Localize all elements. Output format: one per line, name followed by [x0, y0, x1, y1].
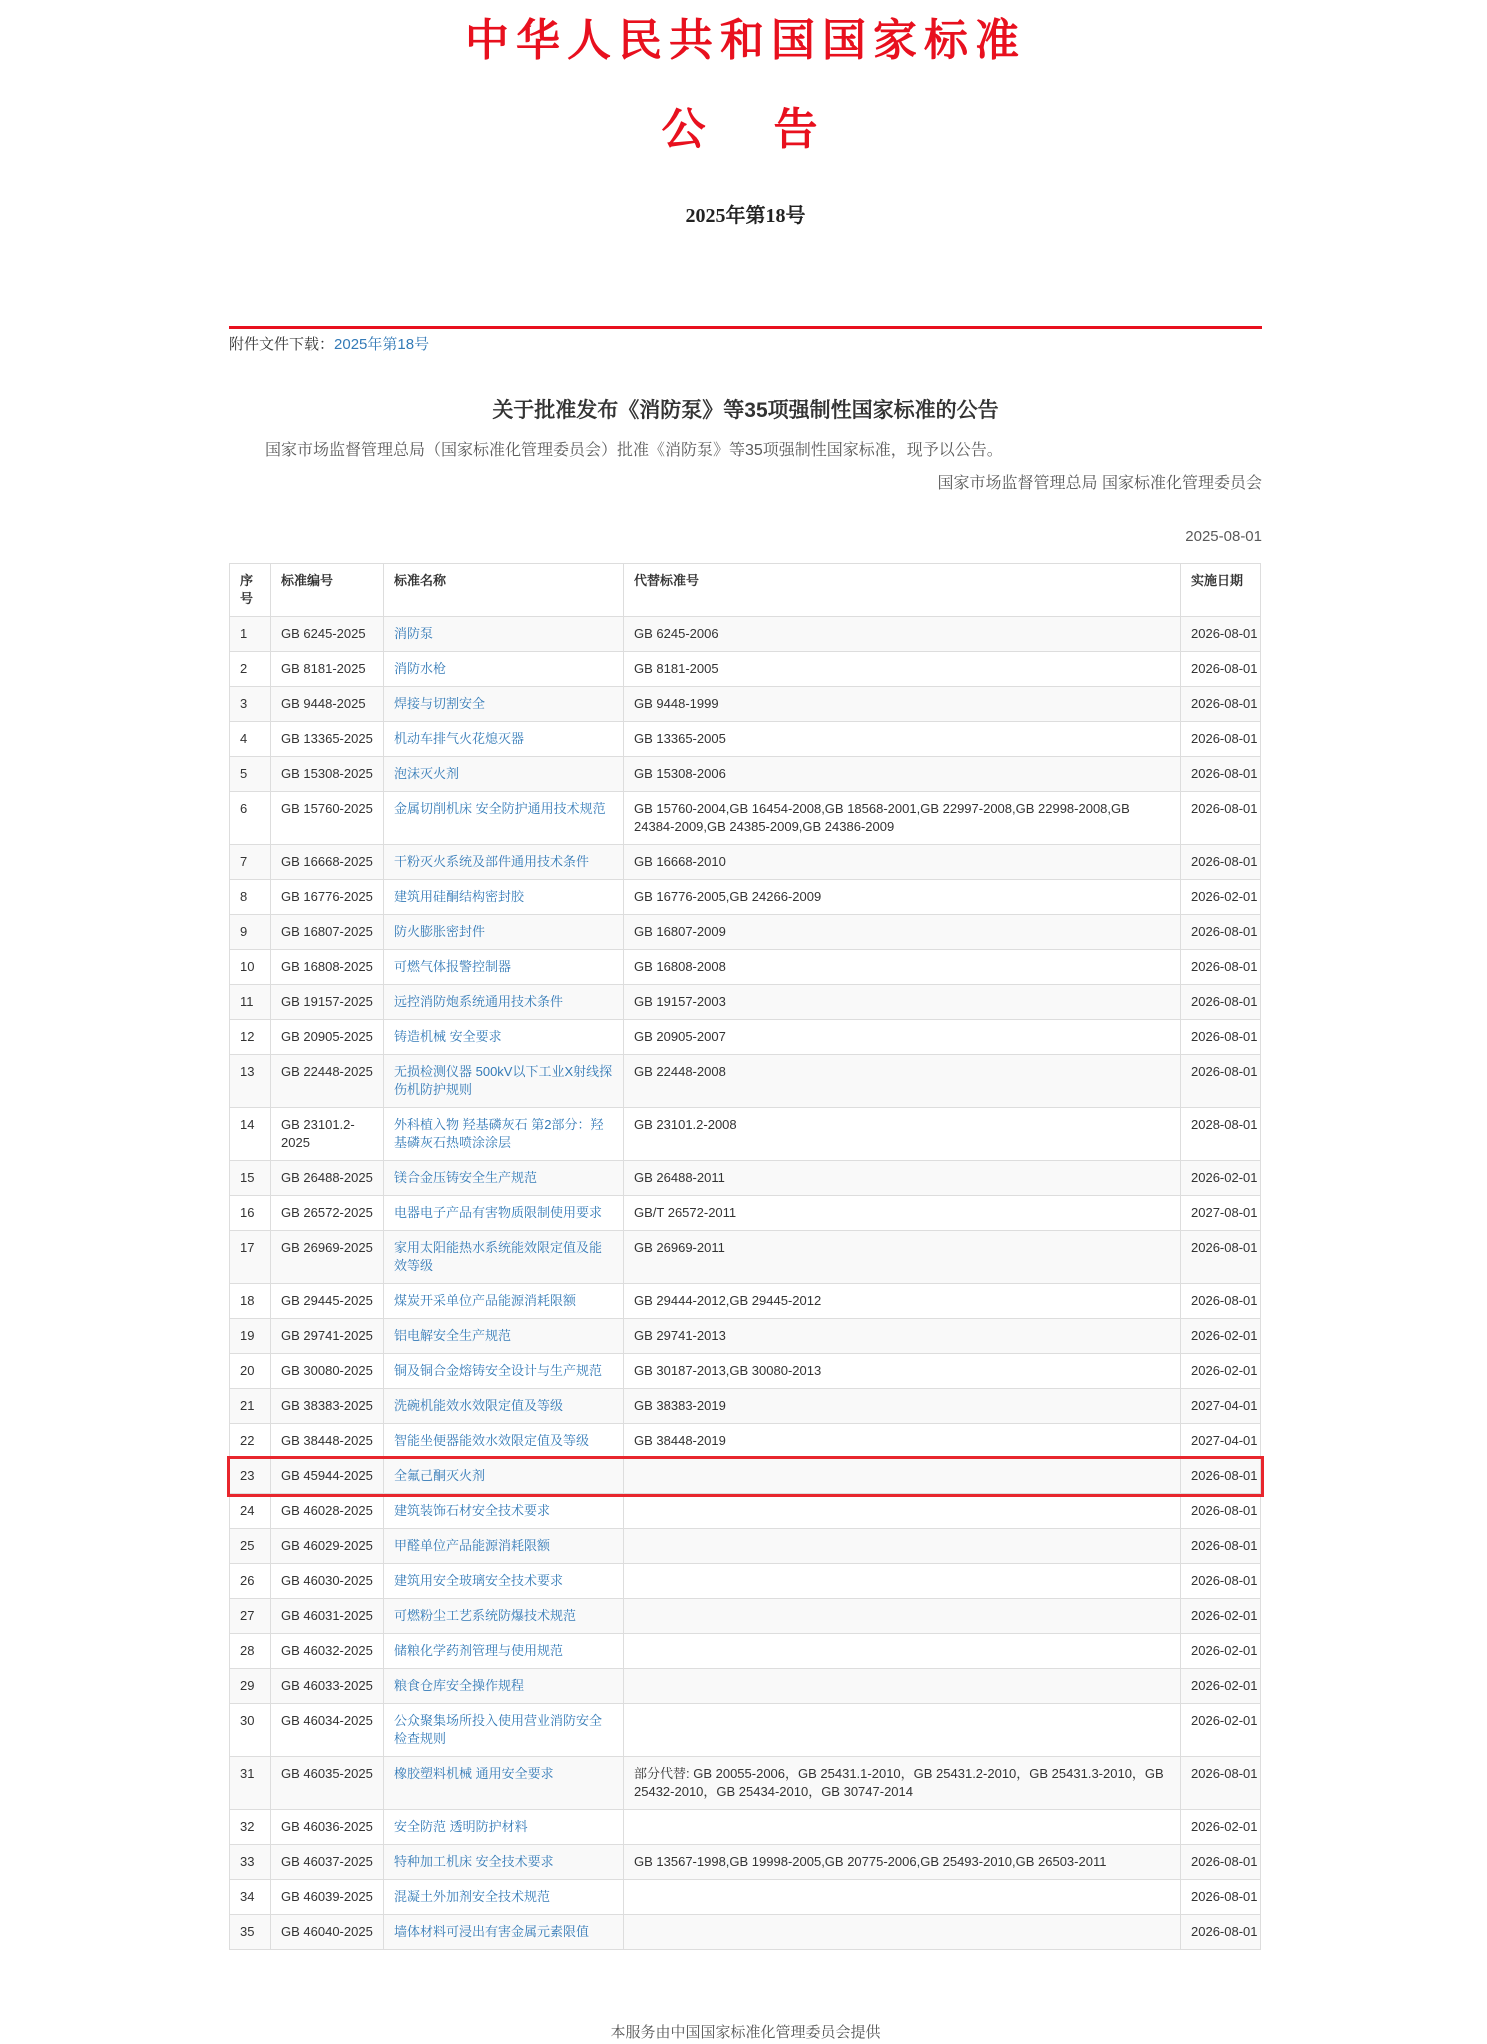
issue-date: 2025-08-01: [1185, 528, 1262, 545]
attachment-link[interactable]: 2025年第18号: [334, 336, 430, 353]
table-row: [230, 722, 1261, 757]
serial-cell: 11: [230, 985, 271, 1020]
implementation-date-cell: 2026-08-01: [1181, 915, 1261, 950]
page-title: 中华人民共和国国家标准: [465, 16, 1026, 65]
standard-name-link[interactable]: 全氟己酮灭火剂: [394, 1468, 486, 1483]
standard-code-cell: GB 46030-2025: [271, 1564, 384, 1599]
serial-cell: 23: [230, 1459, 271, 1494]
table-row: [230, 1319, 1261, 1354]
implementation-date-cell: 2026-08-01: [1181, 845, 1261, 880]
standard-code-cell: GB 23101.2-2025: [271, 1108, 384, 1161]
replaced-standards-cell: 部分代替: GB 20055-2006，GB 25431.1-2010，GB 25431.2-2010，GB 25431.3-2010，GB 25432-2010，GB 25434-2010，GB 30747-2014: [624, 1757, 1181, 1810]
implementation-date-cell: 2026-02-01: [1181, 1704, 1261, 1757]
table-row: [230, 880, 1261, 915]
replaced-standards-cell: GB 8181-2005: [624, 652, 1181, 687]
implementation-date-cell: 2027-08-01: [1181, 1196, 1261, 1231]
standard-name-link[interactable]: 混凝土外加剂安全技术规范: [394, 1889, 551, 1904]
implementation-date-cell: 2028-08-01: [1181, 1108, 1261, 1161]
table-row: [230, 1108, 1261, 1161]
standard-name-link[interactable]: 智能坐便器能效水效限定值及等级: [394, 1433, 590, 1448]
table-row: [230, 1389, 1261, 1424]
implementation-date-cell: 2026-02-01: [1181, 1161, 1261, 1196]
standard-code-cell: GB 6245-2025: [271, 617, 384, 652]
implementation-date-cell: 2026-02-01: [1181, 1599, 1261, 1634]
serial-cell: 13: [230, 1055, 271, 1108]
announcement-subtitle: 公 告: [661, 105, 830, 154]
table-row: [230, 652, 1261, 687]
standard-name-link[interactable]: 甲醛单位产品能源消耗限额: [394, 1538, 551, 1553]
standard-code-cell: GB 38448-2025: [271, 1424, 384, 1459]
standard-name-link[interactable]: 外科植入物 羟基磷灰石 第2部分：羟基磷灰石热喷涂涂层: [394, 1117, 604, 1150]
standard-name-link[interactable]: 干粉灭火系统及部件通用技术条件: [394, 854, 590, 869]
implementation-date-cell: 2026-08-01: [1181, 1020, 1261, 1055]
standard-name-cell: [384, 1529, 624, 1564]
header-standard-name: 标准名称: [384, 564, 624, 617]
standard-name-link[interactable]: 建筑用安全玻璃安全技术要求: [394, 1573, 564, 1588]
serial-cell: 8: [230, 880, 271, 915]
implementation-date-cell: 2026-08-01: [1181, 1231, 1261, 1284]
standard-name-link[interactable]: 铜及铜合金熔铸安全设计与生产规范: [394, 1363, 603, 1378]
replaced-standards-cell: [624, 1564, 1181, 1599]
implementation-date-cell: 2026-08-01: [1181, 1757, 1261, 1810]
standard-code-cell: GB 46032-2025: [271, 1634, 384, 1669]
implementation-date-cell: 2026-08-01: [1181, 757, 1261, 792]
standard-code-cell: GB 16668-2025: [271, 845, 384, 880]
standard-name-link[interactable]: 消防水枪: [394, 661, 447, 676]
standard-name-cell: [384, 1108, 624, 1161]
standard-code-cell: GB 46033-2025: [271, 1669, 384, 1704]
serial-cell: 7: [230, 845, 271, 880]
table-row: [230, 845, 1261, 880]
implementation-date-cell: 2026-08-01: [1181, 1459, 1261, 1494]
standard-code-cell: GB 26572-2025: [271, 1196, 384, 1231]
replaced-standards-cell: GB 16668-2010: [624, 845, 1181, 880]
implementation-date-cell: 2026-08-01: [1181, 1284, 1261, 1319]
standard-name-link[interactable]: 墙体材料可浸出有害金属元素限值: [394, 1924, 590, 1939]
replaced-standards-cell: [624, 1915, 1181, 1950]
standard-name-link[interactable]: 可燃气体报警控制器: [394, 959, 512, 974]
standard-code-cell: GB 29741-2025: [271, 1319, 384, 1354]
standard-code-cell: GB 19157-2025: [271, 985, 384, 1020]
implementation-date-cell: 2026-08-01: [1181, 1494, 1261, 1529]
serial-cell: 30: [230, 1704, 271, 1757]
table-row: [230, 985, 1261, 1020]
serial-cell: 10: [230, 950, 271, 985]
implementation-date-cell: 2026-08-01: [1181, 1880, 1261, 1915]
standard-name-link[interactable]: 橡胶塑料机械 通用安全要求: [394, 1766, 554, 1781]
table-row: [230, 1161, 1261, 1196]
standard-name-cell: [384, 1459, 624, 1494]
standard-name-cell: [384, 1599, 624, 1634]
standard-name-cell: [384, 915, 624, 950]
standard-name-cell: [384, 757, 624, 792]
implementation-date-cell: 2026-08-01: [1181, 985, 1261, 1020]
replaced-standards-cell: GB 20905-2007: [624, 1020, 1181, 1055]
serial-cell: 12: [230, 1020, 271, 1055]
standard-name-cell: [384, 652, 624, 687]
standard-name-cell: [384, 1669, 624, 1704]
serial-cell: 1: [230, 617, 271, 652]
replaced-standards-cell: [624, 1459, 1181, 1494]
standard-name-cell: [384, 617, 624, 652]
replaced-standards-cell: [624, 1810, 1181, 1845]
standard-name-link[interactable]: 建筑用硅酮结构密封胶: [394, 889, 525, 904]
standard-name-link[interactable]: 无损检测仪器 500kV以下工业X射线探伤机防护规则: [394, 1064, 613, 1097]
table-row: [230, 1845, 1261, 1880]
standard-name-link[interactable]: 远控消防炮系统通用技术条件: [394, 994, 564, 1009]
issue-number: 2025年第18号: [685, 205, 806, 227]
replaced-standards-cell: GB 16808-2008: [624, 950, 1181, 985]
standard-name-link[interactable]: 焊接与切割安全: [394, 696, 486, 711]
standard-name-cell: [384, 1319, 624, 1354]
standard-code-cell: GB 46034-2025: [271, 1704, 384, 1757]
implementation-date-cell: 2026-08-01: [1181, 652, 1261, 687]
serial-cell: 25: [230, 1529, 271, 1564]
table-row: [230, 1354, 1261, 1389]
table-row: [230, 1284, 1261, 1319]
standard-code-cell: GB 20905-2025: [271, 1020, 384, 1055]
serial-cell: 27: [230, 1599, 271, 1634]
replaced-standards-cell: GB 23101.2-2008: [624, 1108, 1181, 1161]
serial-cell: 16: [230, 1196, 271, 1231]
standard-name-cell: [384, 1231, 624, 1284]
standard-name-cell: [384, 950, 624, 985]
replaced-standards-cell: GB 29741-2013: [624, 1319, 1181, 1354]
implementation-date-cell: 2026-08-01: [1181, 1055, 1261, 1108]
serial-cell: 15: [230, 1161, 271, 1196]
serial-cell: 19: [230, 1319, 271, 1354]
implementation-date-cell: 2026-02-01: [1181, 1319, 1261, 1354]
replaced-standards-cell: GB 15308-2006: [624, 757, 1181, 792]
standard-code-cell: GB 15308-2025: [271, 757, 384, 792]
standard-name-link[interactable]: 安全防范 透明防护材料: [394, 1819, 528, 1834]
standard-name-link[interactable]: 建筑装饰石材安全技术要求: [394, 1503, 551, 1518]
standard-code-cell: GB 46036-2025: [271, 1810, 384, 1845]
standard-code-cell: GB 46040-2025: [271, 1915, 384, 1950]
table-row: [230, 687, 1261, 722]
announcement-body: 国家市场监督管理总局（国家标准化管理委员会）批准《消防泵》等35项强制性国家标准，现予以公告。: [265, 442, 1003, 459]
replaced-standards-cell: GB 30187-2013,GB 30080-2013: [624, 1354, 1181, 1389]
standard-code-cell: GB 46035-2025: [271, 1757, 384, 1810]
standard-name-cell: [384, 1424, 624, 1459]
table-row: [230, 1669, 1261, 1704]
standard-name-link[interactable]: 煤炭开采单位产品能源消耗限额: [394, 1293, 577, 1308]
table-row: [230, 1564, 1261, 1599]
implementation-date-cell: 2026-02-01: [1181, 1634, 1261, 1669]
replaced-standards-cell: [624, 1704, 1181, 1757]
standard-name-cell: [384, 1055, 624, 1108]
standard-name-cell: [384, 1196, 624, 1231]
standard-code-cell: GB 46028-2025: [271, 1494, 384, 1529]
table-row: [230, 1196, 1261, 1231]
replaced-standards-cell: GB 29444-2012,GB 29445-2012: [624, 1284, 1181, 1319]
standard-name-cell: [384, 1880, 624, 1915]
footer-text: 本服务由中国国家标准化管理委员会提供: [610, 2024, 881, 2041]
serial-cell: 22: [230, 1424, 271, 1459]
implementation-date-cell: 2026-02-01: [1181, 880, 1261, 915]
standard-name-cell: [384, 1915, 624, 1950]
standard-code-cell: GB 15760-2025: [271, 792, 384, 845]
standard-name-link[interactable]: 公众聚集场所投入使用营业消防安全检查规则: [394, 1713, 603, 1746]
table-row: [230, 1494, 1261, 1529]
standard-name-link[interactable]: 电器电子产品有害物质限制使用要求: [394, 1205, 603, 1220]
implementation-date-cell: 2026-08-01: [1181, 722, 1261, 757]
standard-code-cell: GB 46031-2025: [271, 1599, 384, 1634]
replaced-standards-cell: GB 16776-2005,GB 24266-2009: [624, 880, 1181, 915]
standard-code-cell: GB 46039-2025: [271, 1880, 384, 1915]
standard-name-link[interactable]: 洗碗机能效水效限定值及等级: [394, 1398, 564, 1413]
red-divider-line: [229, 326, 1262, 329]
standard-code-cell: GB 8181-2025: [271, 652, 384, 687]
table-row: [230, 757, 1261, 792]
replaced-standards-cell: [624, 1634, 1181, 1669]
serial-cell: 18: [230, 1284, 271, 1319]
page-content: [229, 16, 1262, 2044]
serial-cell: 9: [230, 915, 271, 950]
replaced-standards-cell: [624, 1669, 1181, 1704]
table-row: [230, 1810, 1261, 1845]
standard-code-cell: GB 46037-2025: [271, 1845, 384, 1880]
standard-code-cell: GB 22448-2025: [271, 1055, 384, 1108]
standard-name-link[interactable]: 机动车排气火花熄灭器: [394, 731, 525, 746]
issuer-line: 国家市场监督管理总局 国家标准化管理委员会: [937, 475, 1262, 492]
serial-cell: 29: [230, 1669, 271, 1704]
implementation-date-cell: 2026-02-01: [1181, 1810, 1261, 1845]
replaced-standards-cell: GB 15760-2004,GB 16454-2008,GB 18568-2001,GB 22997-2008,GB 22998-2008,GB 24384-2009,GB 24385-2009,GB 24386-2009: [624, 792, 1181, 845]
implementation-date-cell: 2026-08-01: [1181, 687, 1261, 722]
standard-name-link[interactable]: 泡沫灭火剂: [394, 766, 460, 781]
standard-code-cell: GB 26969-2025: [271, 1231, 384, 1284]
standard-name-link[interactable]: 可燃粉尘工艺系统防爆技术规范: [394, 1608, 577, 1623]
standard-name-cell: [384, 1845, 624, 1880]
standard-name-cell: [384, 722, 624, 757]
standard-name-link[interactable]: 储粮化学药剂管理与使用规范: [394, 1643, 564, 1658]
standards-table-body: [230, 617, 1261, 1950]
standard-code-cell: GB 13365-2025: [271, 722, 384, 757]
standard-name-link[interactable]: 消防泵: [394, 626, 434, 641]
replaced-standards-cell: [624, 1880, 1181, 1915]
table-row: [230, 1634, 1261, 1669]
standard-name-link[interactable]: 铝电解安全生产规范: [394, 1328, 512, 1343]
replaced-standards-cell: GB 9448-1999: [624, 687, 1181, 722]
replaced-standards-cell: [624, 1494, 1181, 1529]
table-row: [230, 915, 1261, 950]
header-standard-code: 标准编号: [271, 564, 384, 617]
implementation-date-cell: 2026-02-01: [1181, 1354, 1261, 1389]
standard-name-cell: [384, 687, 624, 722]
standard-name-link[interactable]: 金属切削机床 安全防护通用技术规范: [394, 801, 606, 816]
table-row: [230, 950, 1261, 985]
standard-code-cell: GB 38383-2025: [271, 1389, 384, 1424]
standard-name-cell: [384, 985, 624, 1020]
replaced-standards-cell: GB 38448-2019: [624, 1424, 1181, 1459]
replaced-standards-cell: GB/T 26572-2011: [624, 1196, 1181, 1231]
implementation-date-cell: 2027-04-01: [1181, 1424, 1261, 1459]
table-header-row: [230, 564, 1261, 617]
table-row: [230, 617, 1261, 652]
serial-cell: 31: [230, 1757, 271, 1810]
standard-name-cell: [384, 1757, 624, 1810]
serial-cell: 3: [230, 687, 271, 722]
serial-cell: 32: [230, 1810, 271, 1845]
attachment-line: [229, 334, 1262, 356]
serial-cell: 5: [230, 757, 271, 792]
serial-cell: 26: [230, 1564, 271, 1599]
implementation-date-cell: 2026-08-01: [1181, 792, 1261, 845]
serial-cell: 17: [230, 1231, 271, 1284]
implementation-date-cell: 2026-08-01: [1181, 950, 1261, 985]
table-row: [230, 1880, 1261, 1915]
standard-code-cell: GB 45944-2025: [271, 1459, 384, 1494]
replaced-standards-cell: GB 38383-2019: [624, 1389, 1181, 1424]
header-serial: 序号: [230, 564, 271, 617]
table-row: [230, 1599, 1261, 1634]
implementation-date-cell: 2027-04-01: [1181, 1389, 1261, 1424]
replaced-standards-cell: [624, 1529, 1181, 1564]
implementation-date-cell: 2026-08-01: [1181, 1564, 1261, 1599]
standard-code-cell: GB 16807-2025: [271, 915, 384, 950]
implementation-date-cell: 2026-08-01: [1181, 617, 1261, 652]
standard-name-cell: [384, 1704, 624, 1757]
table-row: [230, 792, 1261, 845]
standard-name-link[interactable]: 铸造机械 安全要求: [394, 1029, 502, 1044]
announcement-heading: 关于批准发布《消防泵》等35项强制性国家标准的公告: [492, 399, 999, 422]
table-row: [230, 1020, 1261, 1055]
standard-name-link[interactable]: 镁合金压铸安全生产规范: [394, 1170, 538, 1185]
implementation-date-cell: 2026-08-01: [1181, 1915, 1261, 1950]
replaced-standards-cell: GB 19157-2003: [624, 985, 1181, 1020]
table-row: [230, 1915, 1261, 1950]
standard-name-cell: [384, 1494, 624, 1529]
table-row: [230, 1424, 1261, 1459]
replaced-standards-cell: GB 26488-2011: [624, 1161, 1181, 1196]
standard-name-link[interactable]: 防火膨胀密封件: [394, 924, 486, 939]
standard-name-cell: [384, 1634, 624, 1669]
standard-name-cell: [384, 1564, 624, 1599]
replaced-standards-cell: GB 6245-2006: [624, 617, 1181, 652]
header-implementation-date: 实施日期: [1181, 564, 1261, 617]
standard-code-cell: GB 30080-2025: [271, 1354, 384, 1389]
standard-name-cell: [384, 880, 624, 915]
serial-cell: 14: [230, 1108, 271, 1161]
table-row: [230, 1459, 1261, 1494]
table-row: [230, 1529, 1261, 1564]
standard-name-cell: [384, 1810, 624, 1845]
serial-cell: 28: [230, 1634, 271, 1669]
standard-code-cell: GB 26488-2025: [271, 1161, 384, 1196]
serial-cell: 21: [230, 1389, 271, 1424]
standard-name-link[interactable]: 粮食仓库安全操作规程: [394, 1678, 525, 1693]
serial-cell: 4: [230, 722, 271, 757]
standard-name-cell: [384, 1284, 624, 1319]
standard-name-cell: [384, 1020, 624, 1055]
serial-cell: 33: [230, 1845, 271, 1880]
replaced-standards-cell: GB 13365-2005: [624, 722, 1181, 757]
standard-code-cell: GB 29445-2025: [271, 1284, 384, 1319]
standard-name-cell: [384, 792, 624, 845]
standard-name-cell: [384, 1389, 624, 1424]
serial-cell: 34: [230, 1880, 271, 1915]
standard-code-cell: GB 46029-2025: [271, 1529, 384, 1564]
replaced-standards-cell: GB 22448-2008: [624, 1055, 1181, 1108]
standard-name-cell: [384, 1354, 624, 1389]
replaced-standards-cell: GB 13567-1998,GB 19998-2005,GB 20775-2006,GB 25493-2010,GB 26503-2011: [624, 1845, 1181, 1880]
serial-cell: 24: [230, 1494, 271, 1529]
serial-cell: 6: [230, 792, 271, 845]
standard-code-cell: GB 9448-2025: [271, 687, 384, 722]
header-replaced-standards: 代替标准号: [624, 564, 1181, 617]
standard-name-cell: [384, 1161, 624, 1196]
standard-code-cell: GB 16776-2025: [271, 880, 384, 915]
standards-table: [229, 563, 1261, 1950]
implementation-date-cell: 2026-02-01: [1181, 1669, 1261, 1704]
table-row: [230, 1231, 1261, 1284]
replaced-standards-cell: GB 26969-2011: [624, 1231, 1181, 1284]
table-row: [230, 1055, 1261, 1108]
attachment-label: 附件文件下载：: [229, 336, 335, 353]
serial-cell: 2: [230, 652, 271, 687]
serial-cell: 35: [230, 1915, 271, 1950]
replaced-standards-cell: [624, 1599, 1181, 1634]
implementation-date-cell: 2026-08-01: [1181, 1529, 1261, 1564]
standard-name-link[interactable]: 家用太阳能热水系统能效限定值及能效等级: [394, 1240, 603, 1273]
implementation-date-cell: 2026-08-01: [1181, 1845, 1261, 1880]
standard-name-link[interactable]: 特种加工机床 安全技术要求: [394, 1854, 554, 1869]
serial-cell: 20: [230, 1354, 271, 1389]
standard-code-cell: GB 16808-2025: [271, 950, 384, 985]
table-row: [230, 1757, 1261, 1810]
table-row: [230, 1704, 1261, 1757]
standard-name-cell: [384, 845, 624, 880]
replaced-standards-cell: GB 16807-2009: [624, 915, 1181, 950]
